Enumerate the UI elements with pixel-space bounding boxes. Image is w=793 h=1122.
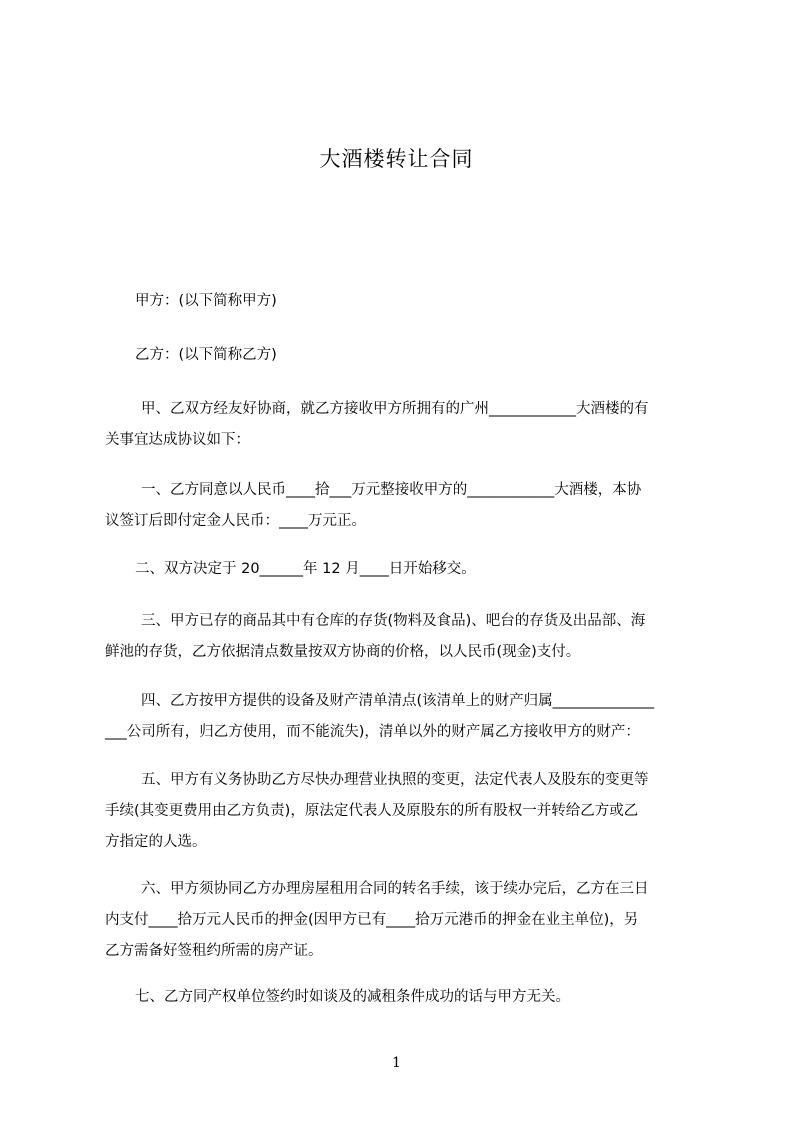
intro-line: 甲、乙双方经友好协商，就乙方接收甲方所拥有的广州____________大酒楼的有 xyxy=(141,401,649,417)
clause-1-paragraph xyxy=(105,475,703,537)
party-a-line xyxy=(135,286,733,317)
clause-2-paragraph xyxy=(105,554,703,585)
party-b-line xyxy=(135,340,733,371)
intro-paragraph xyxy=(105,394,703,456)
clause-4-line: ___公司所有，归乙方使用，而不能流失)，清单以外的财产属乙方接收甲方的财产： xyxy=(105,724,640,740)
clause-5-line: 方指定的人选。 xyxy=(105,834,207,850)
clause-5-line: 手续(其变更费用由乙方负责)，原法定代表人及原股东的所有股权一并转给乙方或乙 xyxy=(105,803,639,819)
clause-6-line: 乙方需备好签租约所需的房产证。 xyxy=(105,943,323,959)
document-title: 大酒楼转让合同 xyxy=(319,147,474,171)
clause-3-line: 鲜池的存货，乙方依据清点数量按双方协商的价格，以人民币(现金)支付。 xyxy=(105,644,581,660)
intro-line: 关事宜达成协议如下： xyxy=(105,432,250,448)
clause-4-line: 四、乙方按甲方提供的设备及财产清单清点(该清单上的财产归属______________ xyxy=(141,693,655,709)
clause-5-line: 五、甲方有义务协助乙方尽快办理营业执照的变更，法定代表人及股东的变更等 xyxy=(141,772,649,788)
clause-6-line: 内支付____拾万元人民币的押金(因甲方已有____拾万元港币的押金在业主单位)，另 xyxy=(105,912,639,928)
clause-2-line: 二、双方决定于 20______年 12 月____日开始移交。 xyxy=(135,561,476,577)
clause-4-paragraph xyxy=(105,686,703,748)
clause-7-paragraph xyxy=(105,982,703,1013)
party-b-text: 乙方：(以下简称乙方) xyxy=(135,347,277,363)
clause-7-line: 七、乙方同产权单位签约时如谈及的减租条件成功的话与甲方无关。 xyxy=(135,989,570,1005)
page-number: 1 xyxy=(392,1055,401,1071)
clause-1-line: 一、乙方同意以人民币____拾___万元整接收甲方的____________大酒楼，本协 xyxy=(141,482,642,498)
clause-3-paragraph xyxy=(105,606,703,668)
clause-6-paragraph xyxy=(105,874,703,967)
clause-1-line: 议签订后即付定金人民币：____万元正。 xyxy=(105,513,366,529)
clause-3-line: 三、甲方已存的商品其中有仓库的存货(物料及食品)、吧台的存货及出品部、海 xyxy=(141,613,646,629)
clause-6-line: 六、甲方须协同乙方办理房屋租用合同的转名手续，该于续办完后，乙方在三日 xyxy=(141,881,649,897)
party-a-text: 甲方：(以下简称甲方) xyxy=(135,293,277,309)
clause-5-paragraph xyxy=(105,765,703,858)
